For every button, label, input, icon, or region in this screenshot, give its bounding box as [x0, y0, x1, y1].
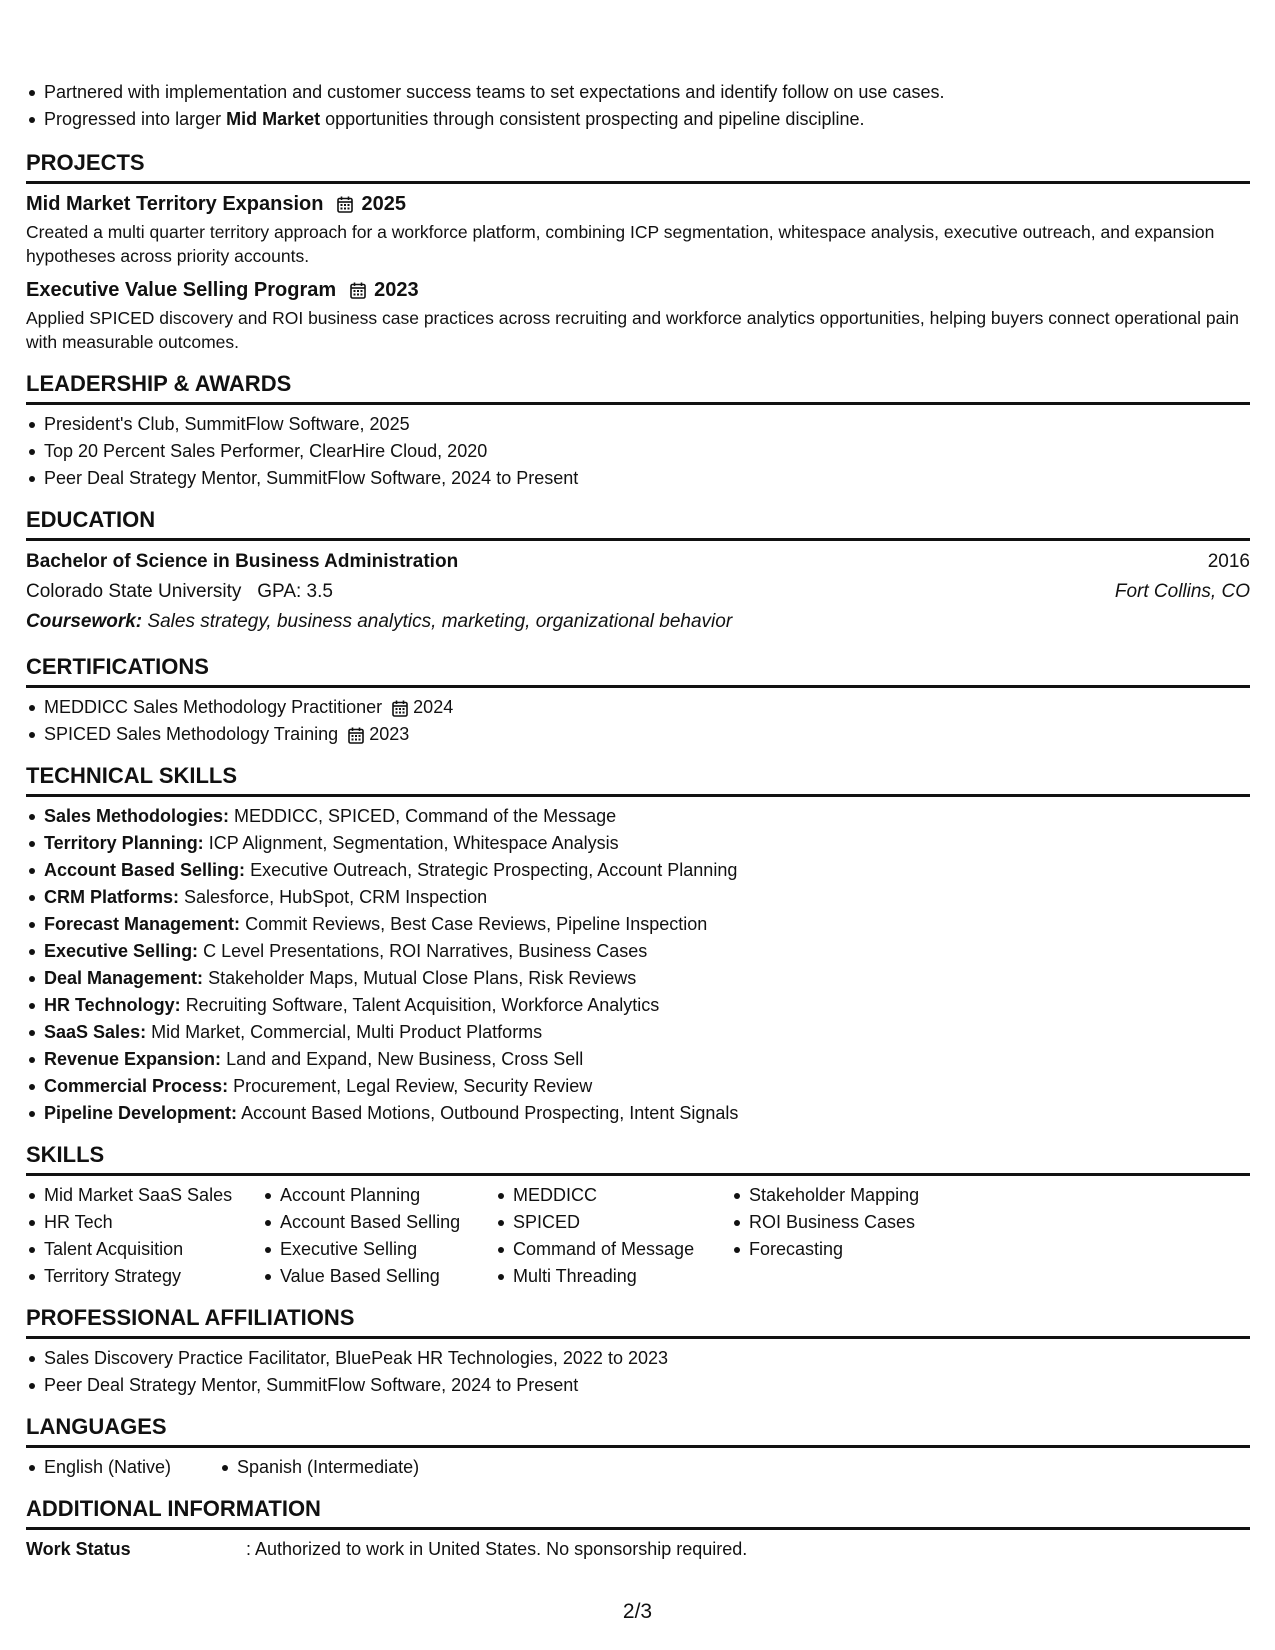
- list-item: HR Tech: [44, 1209, 262, 1236]
- section-divider: [26, 538, 1250, 541]
- section-heading: TECHNICAL SKILLS: [26, 763, 238, 788]
- skill-values: Mid Market, Commercial, Multi Product Platforms: [151, 1022, 543, 1042]
- list-item: [44, 884, 1250, 911]
- section-heading: LANGUAGES: [26, 1414, 167, 1439]
- list-item: Partnered with implementation and customer success teams to set expectations and identify follow on use cases.: [44, 79, 1250, 106]
- section-divider: [26, 1173, 1250, 1176]
- languages-section: [26, 1413, 1250, 1481]
- skills-column: [26, 1182, 262, 1290]
- skill-values: Recruiting Software, Talent Acquisition, Workforce Analytics: [185, 995, 660, 1015]
- work-status-label: Work Status: [26, 1539, 131, 1559]
- skill-category: CRM Platforms:: [44, 887, 180, 907]
- project-title: Executive Value Selling Program: [26, 279, 337, 301]
- list-item: ROI Business Cases: [749, 1209, 989, 1236]
- skill-category: Account Based Selling:: [44, 860, 246, 880]
- affiliations-section: [26, 1304, 1250, 1399]
- skills-column: [731, 1182, 989, 1290]
- school-location: Fort Collins, CO: [1114, 581, 1250, 602]
- languages-row: [26, 1454, 1250, 1481]
- project-year: 2025: [361, 193, 406, 215]
- skill-values: ICP Alignment, Segmentation, Whitespace Analysis: [208, 833, 619, 853]
- skill-values: Salesforce, HubSpot, CRM Inspection: [184, 887, 488, 907]
- list-item: [44, 106, 1250, 133]
- education-section: [26, 506, 1250, 637]
- graduation-year: 2016: [1207, 551, 1250, 572]
- section-divider: [26, 685, 1250, 688]
- list-item: [44, 694, 1250, 721]
- skills-columns: [26, 1182, 1250, 1290]
- coursework-text: Sales strategy, business analytics, marketing, organizational behavior: [147, 611, 733, 632]
- section-heading: ADDITIONAL INFORMATION: [26, 1496, 321, 1521]
- list-item: [44, 965, 1250, 992]
- section-divider: [26, 402, 1250, 405]
- skill-values: C Level Presentations, ROI Narratives, Business Cases: [203, 941, 648, 961]
- certification-name: MEDDICC Sales Methodology Practitioner: [44, 697, 383, 717]
- skill-values: Account Based Motions, Outbound Prospecting, Intent Signals: [241, 1103, 739, 1123]
- project-year: 2023: [374, 279, 419, 301]
- section-divider: [26, 794, 1250, 797]
- projects-section: [26, 149, 1250, 354]
- section-heading: CERTIFICATIONS: [26, 654, 209, 679]
- skill-category: Revenue Expansion:: [44, 1049, 222, 1069]
- list-item: SPICED: [513, 1209, 731, 1236]
- skill-values: Commit Reviews, Best Case Reviews, Pipeline Inspection: [245, 914, 708, 934]
- list-item: Stakeholder Mapping: [749, 1182, 989, 1209]
- list-item: English (Native): [44, 1454, 219, 1481]
- technical-skills-section: [26, 762, 1250, 1127]
- list-item: Mid Market SaaS Sales: [44, 1182, 262, 1209]
- skill-values: Executive Outreach, Strategic Prospecting, Account Planning: [250, 860, 738, 880]
- leadership-list: [26, 411, 1250, 492]
- list-item: [44, 803, 1250, 830]
- list-item: [44, 1046, 1250, 1073]
- list-item: Spanish (Intermediate): [237, 1454, 477, 1481]
- language-item: [219, 1454, 477, 1481]
- list-item: [44, 830, 1250, 857]
- list-item: Talent Acquisition: [44, 1236, 262, 1263]
- coursework-label: Coursework:: [26, 611, 143, 632]
- section-heading: SKILLS: [26, 1142, 105, 1167]
- skill-category: Territory Planning:: [44, 833, 204, 853]
- certifications-list: [26, 694, 1250, 748]
- calendar-icon: [392, 700, 408, 717]
- list-item: Peer Deal Strategy Mentor, SummitFlow Software, 2024 to Present: [44, 465, 1250, 492]
- list-item: [44, 1073, 1250, 1100]
- skill-values: Stakeholder Maps, Mutual Close Plans, Risk Reviews: [208, 968, 637, 988]
- project-description: Created a multi quarter territory approach for a workforce platform, combining ICP segmentation, whitespace analysis, executive outreach, and expansion hypotheses across priority accounts.: [26, 222, 1215, 266]
- skill-category: Commercial Process:: [44, 1076, 229, 1096]
- skills-column: [262, 1182, 495, 1290]
- work-status-value: : Authorized to work in United States. No sponsorship required.: [246, 1539, 748, 1559]
- calendar-icon: [337, 196, 353, 213]
- page-number: 2/3: [622, 1600, 653, 1623]
- skill-category: Pipeline Development:: [44, 1103, 238, 1123]
- section-heading: EDUCATION: [26, 507, 156, 532]
- list-item: Territory Strategy: [44, 1263, 262, 1290]
- list-item: Account Planning: [280, 1182, 495, 1209]
- degree-row: [26, 547, 1250, 577]
- coursework: [26, 607, 732, 637]
- skills-column: [495, 1182, 731, 1290]
- gpa: GPA: 3.5: [257, 581, 333, 602]
- certification-year: 2023: [369, 724, 410, 744]
- project-title-row: [26, 190, 1250, 218]
- list-item: Forecasting: [749, 1236, 989, 1263]
- certifications-section: [26, 653, 1250, 748]
- section-divider: [26, 1527, 1250, 1530]
- list-item: Account Based Selling: [280, 1209, 495, 1236]
- list-item: Sales Discovery Practice Facilitator, BluePeak HR Technologies, 2022 to 2023: [44, 1345, 1250, 1372]
- list-item: Peer Deal Strategy Mentor, SummitFlow Software, 2024 to Present: [44, 1372, 1250, 1399]
- resume-page: [26, 0, 1250, 1563]
- affiliations-list: [26, 1345, 1250, 1399]
- skill-category: HR Technology:: [44, 995, 181, 1015]
- skill-category: Forecast Management:: [44, 914, 241, 934]
- bullet-text-bold: Mid Market: [226, 109, 321, 129]
- list-item: [44, 721, 1250, 748]
- certification-name: SPICED Sales Methodology Training: [44, 724, 339, 744]
- project-description: Applied SPICED discovery and ROI business case practices across recruiting and workforce analytics opportunities, helping buyers connect operational pain with measurable outcomes.: [26, 308, 1239, 352]
- bullet-text-post: opportunities through consistent prospecting and pipeline discipline.: [320, 109, 865, 129]
- school-row: [26, 577, 1250, 607]
- section-heading: PROFESSIONAL AFFILIATIONS: [26, 1305, 355, 1330]
- list-item: MEDDICC: [513, 1182, 731, 1209]
- school-info: [26, 577, 333, 607]
- certification-year: 2024: [413, 697, 454, 717]
- technical-skills-list: [26, 803, 1250, 1127]
- list-item: [44, 992, 1250, 1019]
- skill-values: Procurement, Legal Review, Security Review: [233, 1076, 593, 1096]
- skill-values: Land and Expand, New Business, Cross Sell: [226, 1049, 584, 1069]
- leadership-section: [26, 370, 1250, 492]
- skill-category: Executive Selling:: [44, 941, 199, 961]
- list-item: Value Based Selling: [280, 1263, 495, 1290]
- list-item: President's Club, SummitFlow Software, 2025: [44, 411, 1250, 438]
- list-item: [44, 1100, 1250, 1127]
- list-item: Top 20 Percent Sales Performer, ClearHire Cloud, 2020: [44, 438, 1250, 465]
- list-item: Command of Message: [513, 1236, 731, 1263]
- language-item: [26, 1454, 219, 1481]
- project-title-row: [26, 276, 1250, 304]
- bullet-text-pre: Progressed into larger: [44, 109, 227, 129]
- list-item: [44, 938, 1250, 965]
- section-heading: LEADERSHIP & AWARDS: [26, 371, 292, 396]
- project-title: Mid Market Territory Expansion: [26, 193, 324, 215]
- degree-title: Bachelor of Science in Business Administration: [26, 551, 459, 572]
- work-status-row: [26, 1536, 1250, 1563]
- list-item: [44, 857, 1250, 884]
- experience-bullets: [26, 79, 1250, 133]
- skill-category: Deal Management:: [44, 968, 204, 988]
- skill-category: SaaS Sales:: [44, 1022, 147, 1042]
- school-name: Colorado State University: [26, 581, 242, 602]
- project-item: [26, 276, 1250, 354]
- calendar-icon: [350, 282, 366, 299]
- additional-section: [26, 1495, 1250, 1563]
- section-divider: [26, 1445, 1250, 1448]
- list-item: [44, 1019, 1250, 1046]
- skill-category: Sales Methodologies:: [44, 806, 230, 826]
- section-divider: [26, 1336, 1250, 1339]
- calendar-icon: [348, 727, 364, 744]
- skill-values: MEDDICC, SPICED, Command of the Message: [234, 806, 617, 826]
- list-item: [44, 911, 1250, 938]
- coursework-row: [26, 607, 1250, 637]
- list-item: Executive Selling: [280, 1236, 495, 1263]
- project-item: [26, 190, 1250, 268]
- section-divider: [26, 181, 1250, 184]
- list-item: Multi Threading: [513, 1263, 731, 1290]
- section-heading: PROJECTS: [26, 150, 145, 175]
- skills-section: [26, 1141, 1250, 1290]
